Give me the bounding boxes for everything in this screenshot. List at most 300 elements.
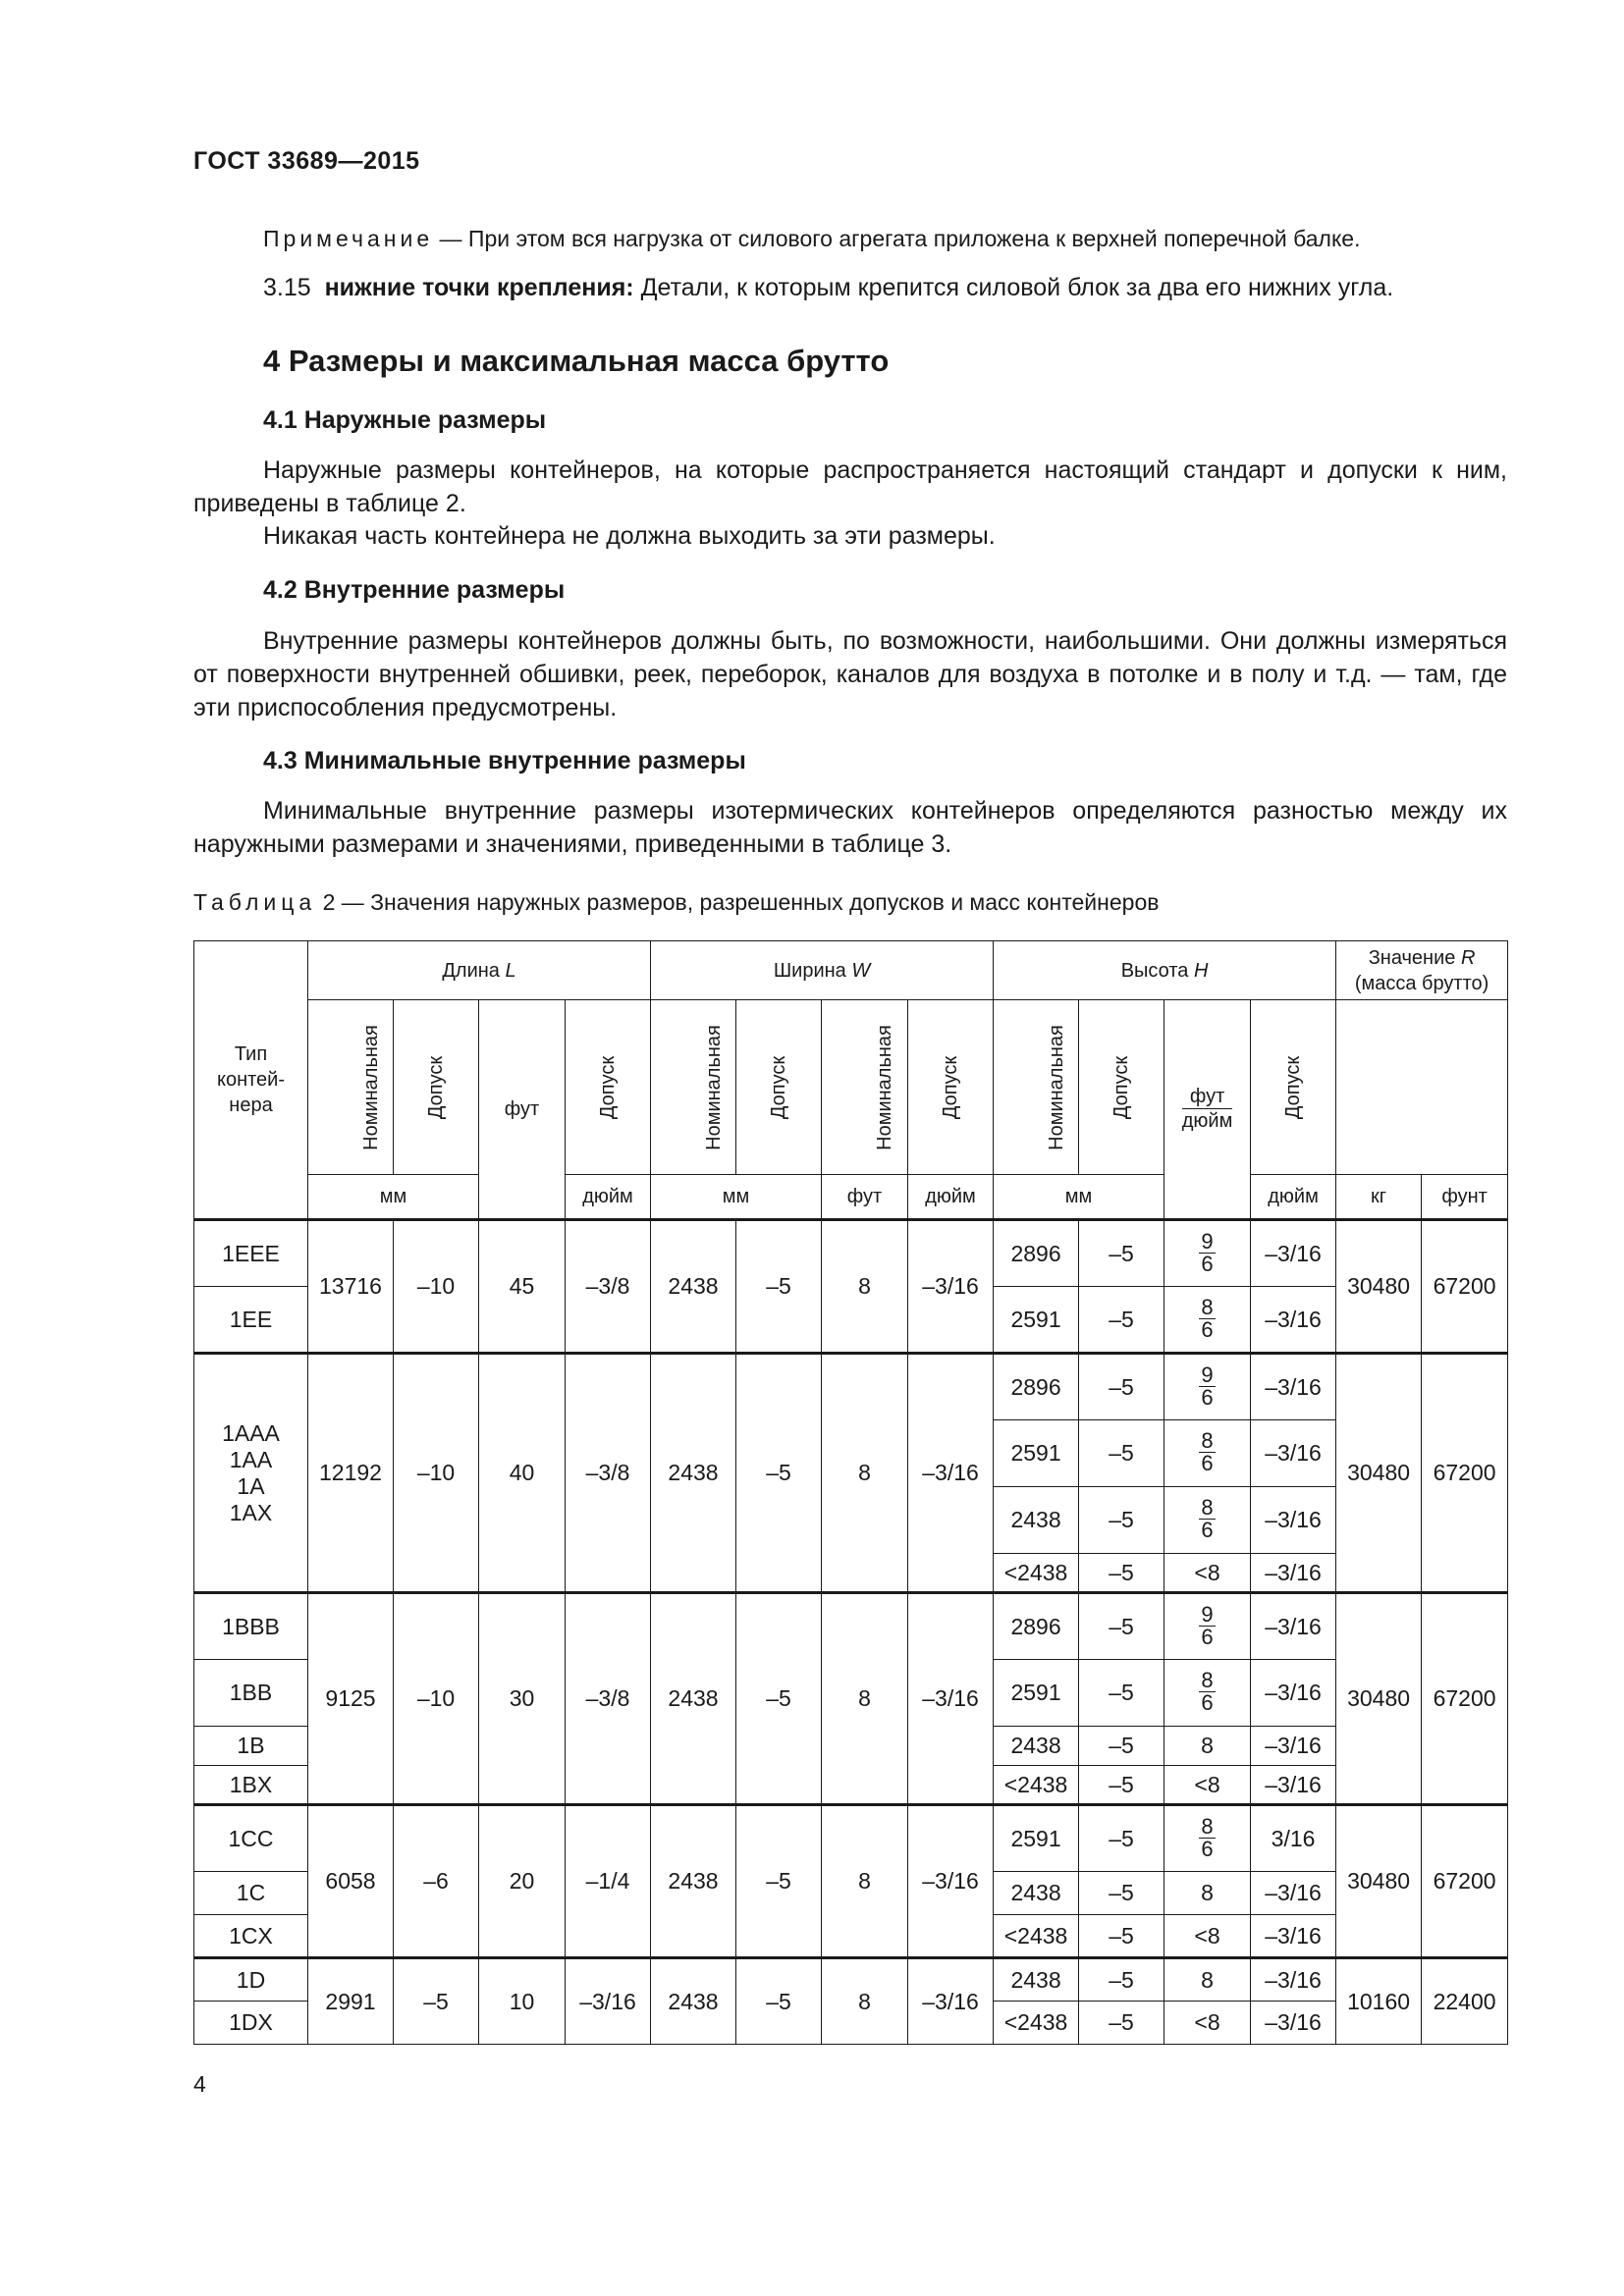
cell-length-mm [308, 1958, 394, 2045]
section-4-2-title: 4.2 Внутренние размеры [263, 576, 566, 604]
th-l-mm-text: мм [379, 1186, 407, 1207]
cell-type [194, 1660, 308, 1727]
cell-type-text: 1CX [229, 1922, 273, 1949]
cell-mass-lb [1422, 1593, 1508, 1805]
th-length-text: Длина [442, 959, 500, 982]
th-h-inch-text: дюйм [1268, 1186, 1319, 1207]
cell-height-tol-text: –5 [1109, 1507, 1134, 1532]
cell-height-tol-in-text: –3/16 [1265, 1559, 1322, 1585]
cell-width-ft-text: 8 [858, 1988, 871, 2014]
th-h-mm [994, 1175, 1164, 1220]
cell-length-tol [394, 1958, 479, 2045]
th-w-inch [908, 1175, 994, 1220]
th-lb-text: фунт [1441, 1186, 1488, 1207]
table-caption [193, 889, 1159, 916]
note-label: Примечание [263, 226, 434, 251]
cell-mass-kg-text: 10160 [1347, 1988, 1411, 2014]
height-in: 6 [1201, 1451, 1214, 1475]
cell-height-mm [994, 1872, 1079, 1915]
cell-mass-lb-text: 67200 [1433, 1273, 1496, 1299]
cell-height-mm-text: 2591 [1010, 1306, 1061, 1332]
th-l-ft-text: фут [504, 1098, 540, 1120]
height-fraction [1199, 1430, 1215, 1474]
cell-height-mm [994, 1593, 1079, 1660]
cell-length-tol-text: –6 [423, 1868, 449, 1894]
cell-length-mm-text: 6058 [325, 1868, 376, 1894]
cell-height-mm-text: 2591 [1010, 1825, 1061, 1851]
cell-height-mm-text: 2591 [1010, 1680, 1061, 1705]
height-ft: 8 [1201, 1966, 1214, 1993]
cell-width-tol [736, 1593, 822, 1805]
cell-length-tol-in-text: –3/8 [585, 1273, 630, 1299]
cell-length-tol-in [566, 1220, 651, 1354]
cell-height-mm [994, 1220, 1079, 1287]
cell-height-ft-in [1164, 1593, 1251, 1660]
cell-mass-kg-text: 30480 [1347, 1460, 1411, 1485]
cell-length-tol-text: –5 [423, 1988, 449, 2014]
cell-width-tol-in-text: –3/16 [922, 1988, 979, 2014]
cell-length-mm [308, 1354, 394, 1593]
cell-height-tol-in [1251, 1287, 1336, 1354]
height-in: 6 [1201, 1836, 1214, 1861]
cell-mass-lb-text: 67200 [1433, 1685, 1496, 1711]
th-h-mm-text: мм [1064, 1186, 1093, 1207]
th-l-tol-in [566, 1000, 651, 1175]
cell-height-tol [1079, 1660, 1164, 1727]
cell-mass-lb [1422, 1354, 1508, 1593]
cell-mass-lb-text: 22400 [1433, 1988, 1496, 2014]
th-l-tol-text: Допуск [425, 1055, 447, 1119]
cell-length-mm-text: 9125 [325, 1685, 376, 1711]
th-w-inch-text: дюйм [925, 1186, 976, 1207]
cell-height-mm-text: 2591 [1010, 1440, 1061, 1466]
height-ft: 8 [1201, 1880, 1214, 1905]
cell-height-tol [1079, 1487, 1164, 1554]
height-in: 6 [1201, 1518, 1214, 1542]
cell-length-ft [479, 1958, 566, 2045]
th-lb [1422, 1175, 1508, 1220]
cell-length-tol-text: –10 [416, 1460, 456, 1485]
table-row [194, 1354, 1508, 1420]
cell-height-tol-in-text: –3/16 [1265, 1680, 1322, 1705]
height-fraction [1199, 1601, 1215, 1649]
cell-width-tol [736, 1220, 822, 1354]
cell-length-ft [479, 1593, 566, 1805]
cell-height-tol-text: –5 [1109, 1240, 1134, 1266]
cell-height-ft-in [1164, 1660, 1251, 1727]
cell-type-text: 1B [237, 1733, 265, 1758]
cell-length-ft [479, 1354, 566, 1593]
height-ft: <8 [1194, 1771, 1220, 1797]
th-w-nominal-text: Номинальная [702, 1024, 725, 1150]
section-4-1-p2-text: Никакая часть контейнера не должна выходить за эти размеры. [263, 522, 996, 550]
cell-type [194, 1958, 308, 2002]
cell-type-text: 1D [236, 1966, 266, 1993]
height-ft: 8 [1201, 1495, 1214, 1520]
height-fraction [1199, 1813, 1215, 1861]
cell-height-ft-in [1164, 1872, 1251, 1915]
cell-width-mm [651, 1805, 736, 1958]
th-h-in-text: дюйм [1181, 1110, 1233, 1132]
cell-height-tol-in-text: –3/16 [1265, 1507, 1322, 1532]
th-l-mm [308, 1175, 479, 1220]
cell-height-tol-text: –5 [1109, 1613, 1134, 1639]
height-fraction [1199, 1364, 1215, 1409]
cell-mass-kg-text: 30480 [1347, 1685, 1411, 1711]
cell-height-tol-text: –5 [1109, 1733, 1134, 1758]
th-h-nominal-text: Номинальная [1045, 1024, 1067, 1150]
cell-height-tol [1079, 1287, 1164, 1354]
table-row [194, 1805, 1508, 1872]
table-caption-text: 2 — Значения наружных размеров, разрешенных допусков и масс контейнеров [316, 889, 1160, 915]
cell-height-tol-in-text: –3/16 [1265, 2009, 1322, 2035]
cell-width-tol-in-text: –3/16 [922, 1273, 979, 1299]
cell-length-mm [308, 1593, 394, 1805]
page-number: 4 [193, 2071, 206, 2097]
section-4-1-p1-text: Наружные размеры контейнеров, на которые распространяется настоящий стандарт и допуски к ним, приведены в таблице 2. [193, 456, 1507, 517]
cell-mass-lb-text: 67200 [1433, 1868, 1496, 1894]
cell-width-ft-text: 8 [858, 1460, 871, 1485]
cell-width-tol-in [908, 1805, 994, 1958]
cell-width-ft-text: 8 [858, 1685, 871, 1711]
cell-height-tol [1079, 1354, 1164, 1420]
section-4-3-p1 [193, 794, 1507, 861]
th-type-text: Тип контей-нера [216, 1043, 286, 1116]
cell-type [194, 1593, 308, 1660]
cell-height-tol-in [1251, 1915, 1336, 1958]
cell-height-mm [994, 1354, 1079, 1420]
cell-height-tol-text: –5 [1109, 2009, 1134, 2035]
table-caption-label: Таблица [193, 889, 317, 915]
cell-height-mm-text: <2438 [1003, 1771, 1068, 1797]
cell-height-tol [1079, 1958, 1164, 2002]
height-ft: 8 [1201, 1428, 1214, 1453]
section-4-2-p1-text: Внутренние размеры контейнеров должны быть, по возможности, наибольшими. Они должны измеряться от поверхности внутренней обшивки, реек, переборок, каналов для воздуха в потолке и в полу и т.д. — там, где эти приспособления предусмотрены. [193, 627, 1507, 721]
cell-height-ft-in [1164, 1727, 1251, 1766]
cell-width-tol-in-text: –3/16 [922, 1685, 979, 1711]
cell-length-tol-in [566, 1958, 651, 2045]
cell-width-tol-text: –5 [766, 1868, 791, 1894]
section-4-2-p1 [193, 624, 1507, 724]
cell-width-tol [736, 1958, 822, 2045]
cell-height-tol-in-text: –3/16 [1265, 1440, 1322, 1466]
cell-height-tol-text: –5 [1109, 1306, 1134, 1332]
height-in: 6 [1201, 1624, 1214, 1649]
cell-height-mm-text: 2438 [1010, 1966, 1061, 1993]
cell-width-mm-text: 2438 [668, 1273, 719, 1299]
dimensions-table [193, 940, 1508, 2045]
cell-type-text: 1BBB [222, 1613, 280, 1639]
cell-height-ft-in [1164, 1915, 1251, 1958]
th-mass-sym: R [1460, 946, 1476, 969]
cell-length-tol-in-text: –3/8 [585, 1685, 630, 1711]
cell-height-tol-in-text: –3/16 [1265, 1880, 1322, 1905]
cell-width-mm-text: 2438 [668, 1460, 719, 1485]
cell-width-tol-text: –5 [766, 1273, 791, 1299]
cell-width-mm [651, 1593, 736, 1805]
th-w-tol [736, 1000, 822, 1175]
cell-height-mm [994, 1420, 1079, 1487]
th-h-inch [1251, 1175, 1336, 1220]
th-w-ft [822, 1175, 908, 1220]
cell-height-mm [994, 2002, 1079, 2045]
document-header: ГОСТ 33689—2015 [193, 147, 420, 175]
cell-height-mm [994, 1958, 1079, 2002]
cell-length-tol [394, 1220, 479, 1354]
cell-height-tol-in-text: –3/16 [1265, 1373, 1322, 1400]
cell-length-ft-text: 45 [509, 1273, 535, 1299]
cell-height-mm-text: 2896 [1010, 1613, 1061, 1639]
section-4-3-title: 4.3 Минимальные внутренние размеры [263, 747, 746, 774]
cell-height-ft-in [1164, 2002, 1251, 2045]
cell-height-tol-in [1251, 1354, 1336, 1420]
cell-width-tol [736, 1354, 822, 1593]
cell-width-tol-text: –5 [766, 1460, 791, 1485]
th-mass-blank [1336, 1000, 1508, 1175]
th-height-text: Высота [1120, 959, 1189, 982]
height-ft: 9 [1201, 1228, 1214, 1254]
th-w-tol-in [908, 1000, 994, 1175]
cell-width-tol-in-text: –3/16 [922, 1868, 979, 1894]
cell-width-ft [822, 1593, 908, 1805]
th-l-nominal [308, 1000, 394, 1175]
height-in: 6 [1201, 1251, 1214, 1276]
height-in: 6 [1201, 1384, 1214, 1410]
th-mass-sub: (масса брутто) [1354, 972, 1489, 994]
cell-height-tol-in [1251, 1220, 1336, 1287]
cell-width-tol [736, 1805, 822, 1958]
height-in: 6 [1201, 1316, 1214, 1342]
cell-height-ft-in [1164, 1354, 1251, 1420]
th-length [308, 941, 651, 1000]
th-height-sym: H [1193, 959, 1209, 982]
section-4-1-title: 4.1 Наружные размеры [263, 406, 547, 434]
cell-height-tol-text: –5 [1109, 1373, 1134, 1400]
cell-type [194, 1915, 308, 1958]
cell-height-tol-in [1251, 1766, 1336, 1805]
section-4-1-p2 [193, 519, 1507, 553]
cell-length-tol-in [566, 1805, 651, 1958]
th-h-ft-in [1164, 1000, 1251, 1220]
cell-height-mm-text: 2896 [1010, 1240, 1061, 1266]
cell-mass-kg [1336, 1805, 1422, 1958]
th-w-mm-text: мм [722, 1186, 750, 1207]
cell-height-tol-in-text: –3/16 [1265, 1922, 1322, 1949]
th-w-tol-text: Допуск [768, 1055, 789, 1119]
section-4-3-p1-text: Минимальные внутренние размеры изотермических контейнеров определяются разностью между их наружными размерами и значениями, приведенными в таблице 3. [193, 797, 1507, 858]
cell-width-ft [822, 1220, 908, 1354]
cell-length-ft [479, 1805, 566, 1958]
cell-height-tol [1079, 1593, 1164, 1660]
cell-height-tol [1079, 1727, 1164, 1766]
cell-height-tol [1079, 1805, 1164, 1872]
cell-length-tol-in-text: –3/16 [579, 1988, 636, 2014]
cell-type [194, 1220, 308, 1287]
cell-height-tol-in-text: –3/16 [1265, 1613, 1322, 1639]
cell-height-tol-in-text: –3/16 [1265, 1966, 1322, 1993]
cell-type [194, 1354, 308, 1593]
cell-width-tol-text: –5 [766, 1685, 791, 1711]
cell-height-tol [1079, 1872, 1164, 1915]
cell-length-mm-text: 2991 [325, 1988, 376, 2014]
th-w-tol-in-text: Допуск [940, 1055, 962, 1119]
th-h-tol-in-text: Допуск [1282, 1055, 1305, 1119]
cell-height-ft-in [1164, 1220, 1251, 1287]
cell-height-tol-in [1251, 1805, 1336, 1872]
cell-height-tol-text: –5 [1109, 1559, 1134, 1585]
cell-width-mm-text: 2438 [668, 1988, 719, 2014]
table-row [194, 1220, 1508, 1287]
cell-mass-kg-text: 30480 [1347, 1868, 1411, 1894]
cell-height-ft-in [1164, 1287, 1251, 1354]
cell-height-tol-in [1251, 1593, 1336, 1660]
th-w-nominal [651, 1000, 736, 1175]
height-ft: 9 [1201, 1362, 1214, 1387]
cell-width-tol-in-text: –3/16 [922, 1460, 979, 1485]
cell-type-text: 1CC [228, 1825, 274, 1851]
cell-height-tol-in [1251, 1958, 1336, 2002]
cell-width-ft [822, 1805, 908, 1958]
height-ft: <8 [1194, 1559, 1220, 1585]
height-fraction [1199, 1228, 1215, 1276]
cell-height-tol-in-text: 3/16 [1271, 1825, 1316, 1851]
th-l-ft [479, 1000, 566, 1220]
cell-height-tol-in [1251, 1727, 1336, 1766]
cell-type-text: 1AAA 1AA 1A 1AX [222, 1419, 280, 1525]
cell-length-mm-text: 13716 [319, 1273, 382, 1299]
th-type [194, 941, 308, 1220]
th-l-inch-text: дюйм [582, 1186, 633, 1207]
th-w-nominal-ft-text: Номинальная [873, 1024, 895, 1150]
table-row [194, 1958, 1508, 2002]
height-ft: 8 [1201, 1668, 1214, 1692]
cell-height-mm-text: 2438 [1010, 1733, 1061, 1758]
cell-mass-kg-text: 30480 [1347, 1273, 1411, 1299]
cell-height-tol [1079, 1915, 1164, 1958]
cell-height-tol [1079, 1766, 1164, 1805]
cell-length-ft-text: 30 [509, 1685, 535, 1711]
th-mass [1336, 941, 1508, 1000]
cell-type-text: 1C [236, 1880, 266, 1905]
cell-type [194, 1872, 308, 1915]
clause-text: Детали, к которым крепится силовой блок за два его нижних угла. [633, 274, 1394, 301]
cell-height-mm-text: <2438 [1003, 2009, 1068, 2035]
height-fraction [1199, 1497, 1215, 1541]
cell-height-tol [1079, 1554, 1164, 1593]
table-row [194, 1593, 1508, 1660]
cell-width-tol-in [908, 1220, 994, 1354]
cell-width-tol-in [908, 1354, 994, 1593]
cell-length-mm [308, 1220, 394, 1354]
cell-mass-kg [1336, 1354, 1422, 1593]
th-width-text: Ширина [773, 959, 846, 982]
cell-height-tol-in [1251, 1420, 1336, 1487]
cell-type-text: 1BB [229, 1680, 273, 1705]
cell-width-ft-text: 8 [858, 1868, 871, 1894]
cell-height-ft-in [1164, 1554, 1251, 1593]
table-body [194, 1220, 1508, 2045]
height-ft: 8 [1201, 1733, 1214, 1758]
cell-length-tol-in [566, 1593, 651, 1805]
th-kg [1336, 1175, 1422, 1220]
clause-term: нижние точки крепления: [324, 274, 634, 301]
cell-length-ft-text: 20 [509, 1868, 535, 1894]
cell-length-tol [394, 1593, 479, 1805]
cell-length-tol [394, 1805, 479, 1958]
th-w-mm [651, 1175, 822, 1220]
cell-height-tol-text: –5 [1109, 1680, 1134, 1705]
cell-height-tol [1079, 2002, 1164, 2045]
cell-height-mm [994, 1766, 1079, 1805]
cell-length-mm-text: 12192 [319, 1460, 382, 1485]
cell-type [194, 1287, 308, 1354]
cell-height-tol-in-text: –3/16 [1265, 1306, 1322, 1332]
cell-type [194, 2002, 308, 2045]
cell-height-mm-text: 2438 [1010, 1880, 1061, 1905]
cell-height-mm-text: <2438 [1003, 1559, 1068, 1585]
cell-length-tol [394, 1354, 479, 1593]
cell-height-tol-text: –5 [1109, 1922, 1134, 1949]
cell-height-mm-text: <2438 [1003, 1922, 1068, 1949]
th-height [994, 941, 1336, 1000]
cell-height-tol [1079, 1220, 1164, 1287]
height-ft: <8 [1194, 2009, 1220, 2035]
cell-width-mm-text: 2438 [668, 1685, 719, 1711]
th-h-nominal [994, 1000, 1079, 1175]
height-ft: 8 [1201, 1294, 1214, 1319]
cell-type-text: 1EEE [222, 1240, 280, 1266]
cell-type [194, 1727, 308, 1766]
th-mass-text: Значение [1368, 946, 1456, 969]
cell-mass-lb [1422, 1805, 1508, 1958]
height-fraction [1199, 1670, 1215, 1714]
cell-mass-kg [1336, 1958, 1422, 2045]
cell-length-tol-text: –10 [416, 1685, 456, 1711]
clause-3-15 [193, 271, 1507, 304]
cell-height-mm-text: 2896 [1010, 1373, 1061, 1400]
cell-width-mm [651, 1354, 736, 1593]
cell-height-tol-in [1251, 1872, 1336, 1915]
cell-height-mm [994, 1727, 1079, 1766]
th-width [651, 941, 994, 1000]
cell-height-mm [994, 1487, 1079, 1554]
th-kg-text: кг [1371, 1186, 1387, 1207]
cell-type [194, 1805, 308, 1872]
cell-height-mm [994, 1287, 1079, 1354]
cell-type-text: 1BX [229, 1771, 273, 1797]
cell-width-mm [651, 1220, 736, 1354]
cell-height-tol-in [1251, 1660, 1336, 1727]
cell-width-mm-text: 2438 [668, 1868, 719, 1894]
cell-height-mm [994, 1660, 1079, 1727]
cell-length-mm [308, 1805, 394, 1958]
cell-height-tol-in-text: –3/16 [1265, 1733, 1322, 1758]
th-h-ft-text: фут [1182, 1085, 1233, 1109]
th-h-tol-in [1251, 1000, 1336, 1175]
cell-height-tol-text: –5 [1109, 1440, 1134, 1466]
cell-mass-kg [1336, 1220, 1422, 1354]
cell-height-mm [994, 1915, 1079, 1958]
th-l-nominal-text: Номинальная [359, 1024, 382, 1150]
th-h-tol-text: Допуск [1110, 1055, 1133, 1119]
height-fraction [1199, 1294, 1215, 1342]
cell-height-tol-in [1251, 1487, 1336, 1554]
cell-type-text: 1EE [229, 1306, 273, 1332]
cell-length-ft-text: 10 [509, 1988, 535, 2014]
cell-type [194, 1766, 308, 1805]
cell-length-ft-text: 40 [509, 1460, 535, 1485]
cell-height-ft-in [1164, 1805, 1251, 1872]
